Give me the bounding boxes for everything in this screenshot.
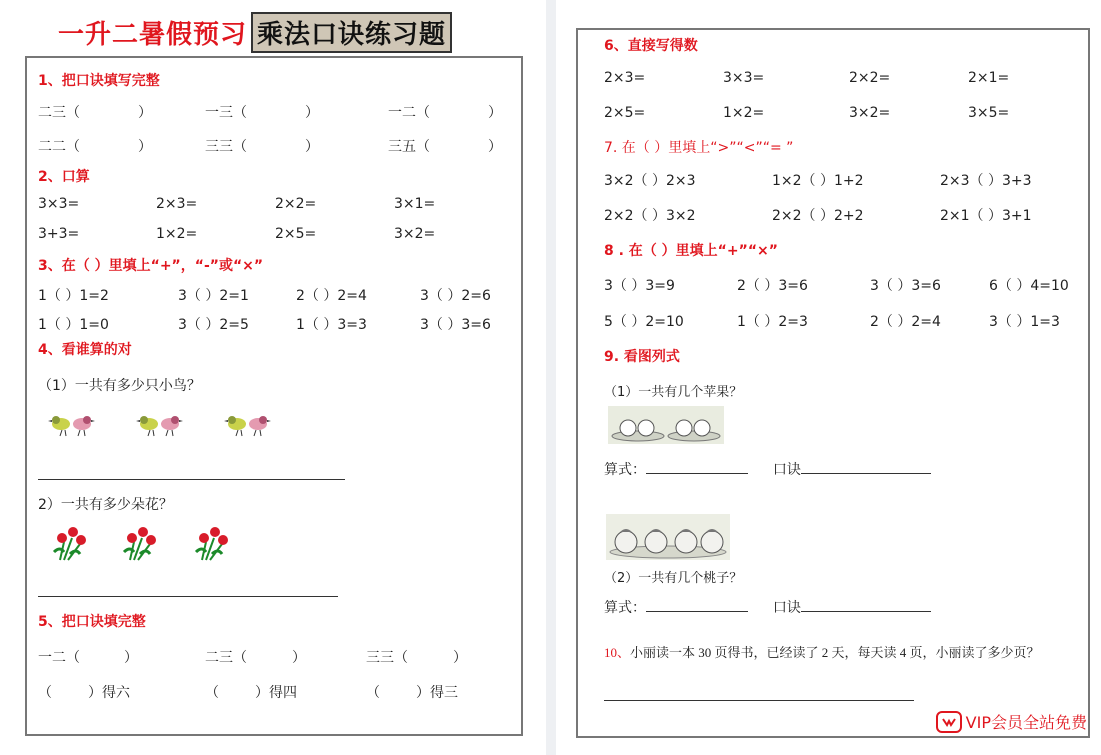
- s2-r1-c4: 3×1=: [394, 196, 436, 212]
- formula-label: 算式：: [604, 462, 646, 478]
- s3-r1-c4: 3（ ）2=6: [420, 288, 491, 304]
- s7-heading: 7. 在（ ）里填上“>”“<”“= ”: [604, 140, 794, 156]
- s1-r1-c3: 一二（: [388, 105, 430, 121]
- answer-line[interactable]: [604, 700, 914, 701]
- s2-r2-c1: 3+3=: [38, 226, 80, 242]
- s6-r2-c4: 3×5=: [968, 105, 1010, 121]
- s2-heading: 2、口算: [38, 169, 90, 185]
- s4-question-1: （1）一共有多少只小鸟？: [38, 378, 201, 394]
- title-red-part: 一升二暑假预习: [58, 19, 248, 50]
- s3-r2-c3: 1（ ）3=3: [296, 317, 367, 333]
- s1-r1-c1-close: ）: [138, 105, 152, 121]
- left-frame: [25, 56, 523, 736]
- formula-label: 算式：: [604, 600, 646, 616]
- answer-line[interactable]: [38, 596, 338, 597]
- s3-r1-c3: 2（ ）2=4: [296, 288, 367, 304]
- s8-heading: 8 . 在（ ）里填上“+”“×”: [604, 243, 778, 259]
- bird-pair-image: [48, 410, 98, 438]
- s8-r2-c2: 1（ ）2=3: [737, 314, 808, 330]
- s8-r1-c4: 6（ ）4=10: [989, 278, 1069, 294]
- s7-r1-c2: 1×2（ ）1+2: [772, 173, 864, 189]
- s8-r1-c3: 3（ ）3=6: [870, 278, 941, 294]
- s9-heading: 9. 看图列式: [604, 349, 680, 365]
- s5-r1-c2: 二三（: [205, 650, 247, 666]
- flower-image: [120, 522, 156, 562]
- peaches-image: [606, 514, 730, 560]
- s5-r1-c3-close: ）: [453, 650, 467, 666]
- s1-heading: 1、把口诀填写完整: [38, 73, 160, 89]
- s7-r1-c1: 3×2（ ）2×3: [604, 173, 696, 189]
- s4-heading: 4、看谁算的对: [38, 342, 132, 358]
- s6-heading: 6、直接写得数: [604, 38, 698, 54]
- s6-r1-c1: 2×3=: [604, 70, 646, 86]
- worksheet-title: [58, 14, 452, 50]
- s3-r1-c1: 1（ ）1=2: [38, 288, 109, 304]
- s5-heading: 5、把口诀填完整: [38, 614, 146, 630]
- s8-r2-c1: 5（ ）2=10: [604, 314, 684, 330]
- rhyme-label: 口诀: [772, 462, 801, 478]
- s8-r2-c3: 2（ ）2=4: [870, 314, 941, 330]
- s3-r2-c4: 3（ ）3=6: [420, 317, 491, 333]
- s5-r1-c3: 三三（: [366, 650, 408, 666]
- s6-r1-c2: 3×3=: [723, 70, 765, 86]
- vip-text: VIP会员全站免费: [965, 713, 1087, 732]
- s1-r2-c2-close: ）: [305, 139, 319, 155]
- s7-r1-c3: 2×3（ ）3+3: [940, 173, 1032, 189]
- s1-r1-c2-close: ）: [305, 105, 319, 121]
- s1-r2-c3: 三五（: [388, 139, 430, 155]
- s5-r1-c2-close: ）: [292, 650, 306, 666]
- s1-r2-c1: 二二（: [38, 139, 80, 155]
- formula-blank[interactable]: [646, 598, 748, 612]
- s2-r2-c3: 2×5=: [275, 226, 317, 242]
- s1-r1-c3-close: ）: [488, 105, 502, 121]
- s1-r2-c3-close: ）: [488, 139, 502, 155]
- s1-r1-c2: 一三（: [205, 105, 247, 121]
- s2-r1-c2: 2×3=: [156, 196, 198, 212]
- s3-r2-c2: 3（ ）2=5: [178, 317, 249, 333]
- s7-r2-c3: 2×1（ ）3+1: [940, 208, 1032, 224]
- s7-r2-c1: 2×2（ ）3×2: [604, 208, 696, 224]
- s9-formula-row-1: [604, 459, 931, 479]
- s5-r2-c1: （: [38, 685, 52, 701]
- s1-r2-c1-close: ）: [138, 139, 152, 155]
- s5-r2-c2-close: ）得四: [255, 685, 297, 701]
- s5-r2-c3-close: ）得三: [416, 685, 458, 701]
- s5-r2-c3: （: [366, 685, 380, 701]
- s1-r2-c2: 三三（: [205, 139, 247, 155]
- s6-r2-c1: 2×5=: [604, 105, 646, 121]
- s6-r1-c3: 2×2=: [849, 70, 891, 86]
- s1-r1-c1: 二三（: [38, 105, 80, 121]
- s3-r1-c2: 3（ ）2=1: [178, 288, 249, 304]
- title-boxed-part: 乘法口诀练习题: [251, 12, 452, 53]
- rhyme-blank[interactable]: [801, 460, 931, 474]
- s10-text: 小丽读一本 30 页得书，已经读了 2 天，每天读 4 页，小丽读了多少页？: [630, 645, 1040, 660]
- s5-r1-c1-close: ）: [124, 650, 138, 666]
- s5-r1-c1: 一二（: [38, 650, 80, 666]
- s10-number: 10、: [604, 645, 631, 660]
- s2-r2-c4: 3×2=: [394, 226, 436, 242]
- s9-question-2: （2）一共有几个桃子？: [604, 571, 743, 586]
- s6-r2-c3: 3×2=: [849, 105, 891, 121]
- s9-question-1: （1）一共有几个苹果？: [604, 385, 743, 400]
- bird-pair-image: [136, 410, 186, 438]
- s2-r2-c2: 1×2=: [156, 226, 198, 242]
- s6-r2-c2: 1×2=: [723, 105, 765, 121]
- vip-badge-icon: [936, 711, 962, 733]
- formula-blank[interactable]: [646, 460, 748, 474]
- s4-question-2: 2）一共有多少朵花？: [38, 497, 173, 513]
- s6-r1-c4: 2×1=: [968, 70, 1010, 86]
- s2-r1-c3: 2×2=: [275, 196, 317, 212]
- s2-r1-c1: 3×3=: [38, 196, 80, 212]
- s8-r1-c2: 2（ ）3=6: [737, 278, 808, 294]
- apples-image: [608, 406, 724, 444]
- s9-formula-row-2: [604, 597, 931, 617]
- right-page: [556, 0, 1101, 755]
- s8-r2-c4: 3（ ）1=3: [989, 314, 1060, 330]
- s5-r2-c1-close: ）得六: [88, 685, 130, 701]
- rhyme-blank[interactable]: [801, 598, 931, 612]
- left-page: [0, 0, 546, 755]
- answer-line[interactable]: [38, 479, 345, 480]
- bird-pair-image: [224, 410, 274, 438]
- s5-r2-c2: （: [205, 685, 219, 701]
- rhyme-label: 口诀: [772, 600, 801, 616]
- s8-r1-c1: 3（ ）3=9: [604, 278, 675, 294]
- s3-heading: 3、在（ ）里填上“+”，“-”或“×”: [38, 258, 264, 274]
- s7-r2-c2: 2×2（ ）2+2: [772, 208, 864, 224]
- s10-question: [604, 642, 1040, 661]
- s3-r2-c1: 1（ ）1=0: [38, 317, 109, 333]
- flower-image: [50, 522, 86, 562]
- vip-watermark[interactable]: [936, 710, 1087, 733]
- flower-image: [192, 522, 228, 562]
